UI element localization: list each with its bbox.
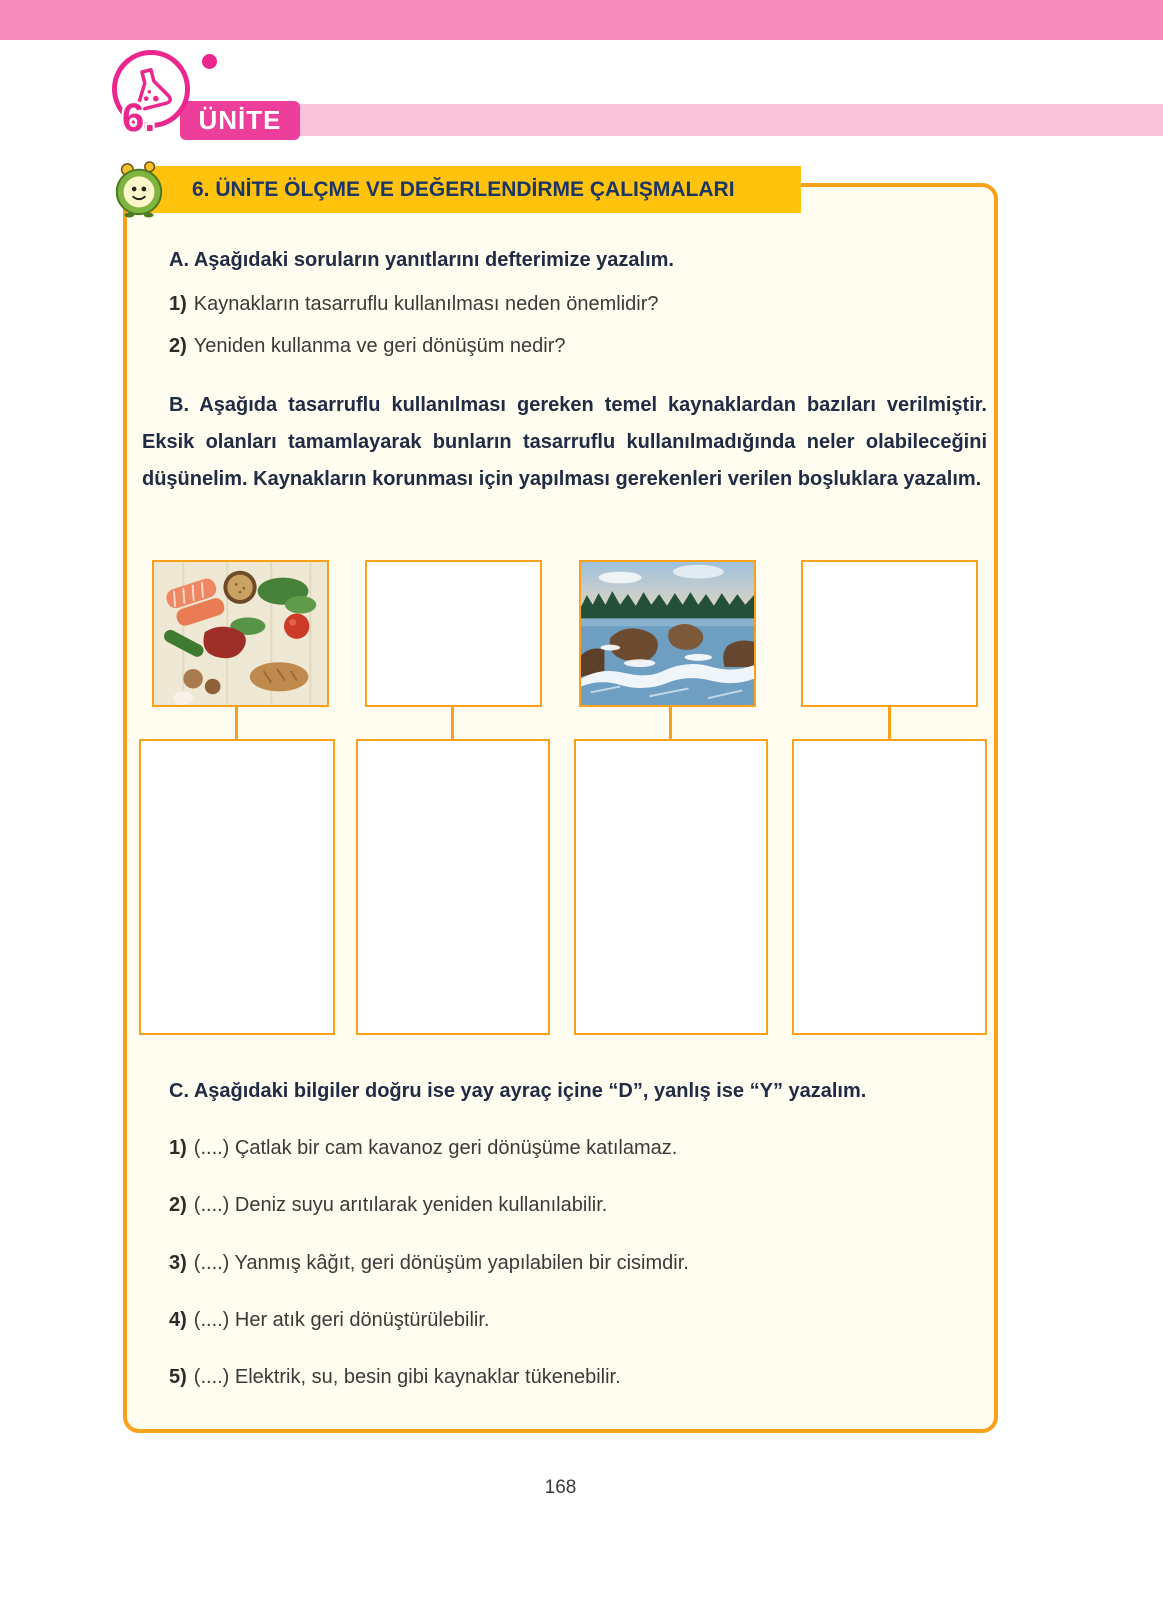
statement-text: (....) Deniz suyu arıtılarak yeniden kullanılabilir.	[193, 1194, 608, 1216]
statement-number: 2)	[169, 1194, 187, 1216]
answer-box-2	[356, 739, 550, 1035]
question-number: 1)	[169, 293, 187, 315]
connector-line	[669, 707, 672, 739]
statement-number: 3)	[169, 1252, 187, 1274]
unit-accent-bar	[290, 104, 1163, 136]
connector-line	[888, 707, 891, 739]
resource-box-water	[579, 560, 756, 707]
content-box	[123, 183, 998, 1433]
statement-item	[169, 1309, 489, 1332]
connector-line	[451, 707, 454, 739]
answer-box-1	[139, 739, 335, 1035]
resource-box-empty-2	[801, 560, 978, 707]
top-pink-strip	[0, 0, 1163, 40]
river-image	[581, 562, 754, 705]
unit-number: 6.	[122, 96, 156, 140]
section-b-paragraph: B. Aşağıda tasarruflu kullanılması gereken temel kaynaklardan bazıları verilmiştir. Eksik olanları tamamlayarak bunların tasarruflu kullanılmadığında neler olabileceğini düşünelim. Kaynakların korunması için yapılması gerekenleri verilen boşluklara yazalım.	[142, 394, 987, 490]
statement-number: 1)	[169, 1137, 187, 1159]
question-text: Kaynakların tasarruflu kullanılması neden önemlidir?	[193, 293, 659, 315]
statement-number: 4)	[169, 1309, 187, 1331]
statement-number: 5)	[169, 1366, 187, 1388]
statement-item	[169, 1252, 689, 1275]
statement-text: (....) Her atık geri dönüştürülebilir.	[193, 1309, 490, 1331]
unit-label: ÜNİTE	[180, 101, 300, 140]
statement-text: (....) Yanmış kâğıt, geri dönüşüm yapılabilen bir cisimdir.	[193, 1252, 689, 1274]
page-number: 168	[544, 1477, 577, 1498]
statement-item	[169, 1137, 677, 1160]
resource-box-food	[152, 560, 329, 707]
question-text: Yeniden kullanma ve geri dönüşüm nedir?	[193, 335, 566, 357]
answer-box-3	[574, 739, 768, 1035]
bubble-dot-icon	[202, 54, 217, 69]
statement-text: (....) Elektrik, su, besin gibi kaynaklar tükenebilir.	[193, 1366, 621, 1388]
mascot-icon	[110, 160, 168, 218]
statement-text: (....) Çatlak bir cam kavanoz geri dönüşüme katılamaz.	[193, 1137, 678, 1159]
question-item	[169, 335, 566, 358]
connector-line	[235, 707, 238, 739]
section-a-heading: A. Aşağıdaki soruların yanıtlarını defterimize yazalım.	[169, 249, 674, 271]
answer-box-4	[792, 739, 987, 1035]
section-c-heading: C. Aşağıdaki bilgiler doğru ise yay ayraç içine “D”, yanlış ise “Y” yazalım.	[169, 1080, 867, 1102]
question-number: 2)	[169, 335, 187, 357]
statement-item	[169, 1194, 607, 1217]
statement-item	[169, 1366, 621, 1389]
section-header-banner	[146, 166, 801, 213]
resource-box-empty-1	[365, 560, 542, 707]
food-image	[154, 562, 327, 705]
banner-title: 6. ÜNİTE ÖLÇME VE DEĞERLENDİRME ÇALIŞMALARI	[192, 177, 735, 201]
question-item	[169, 293, 658, 316]
